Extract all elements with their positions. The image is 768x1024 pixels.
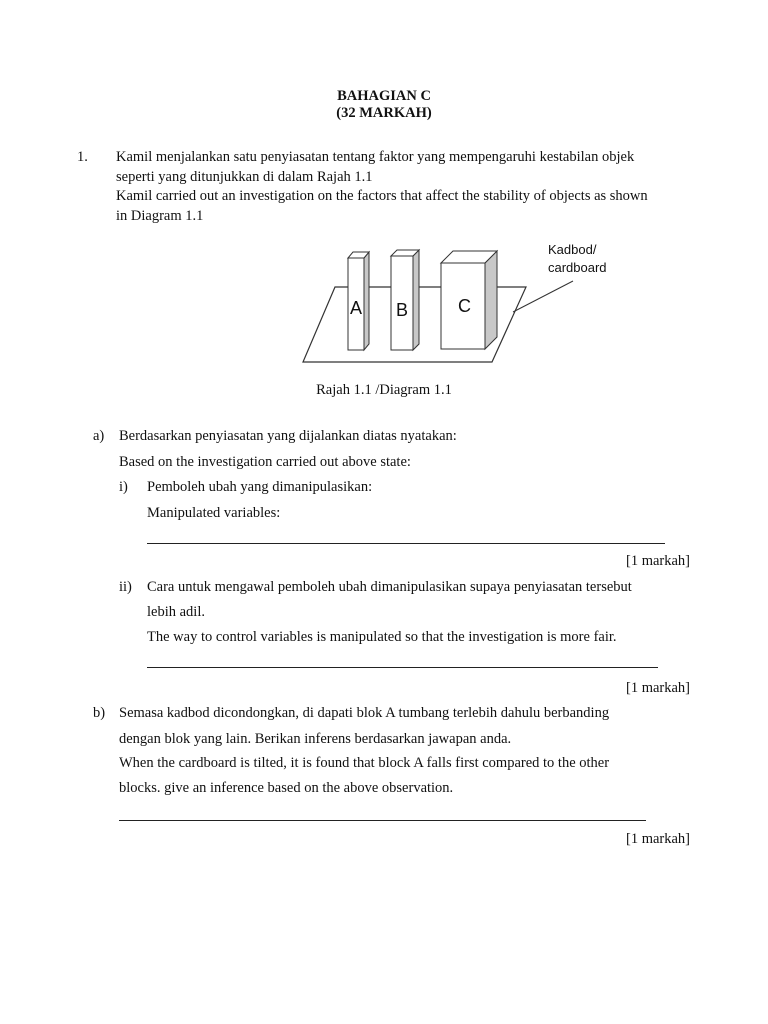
part-a-ii-malay-line-2: lebih adil.: [147, 604, 205, 620]
part-b-english-line-1: When the cardboard is tilted, it is found that block A falls first compared to the other: [119, 755, 610, 771]
part-a-label: a): [93, 428, 105, 444]
section-marks: (32 MARKAH): [336, 105, 432, 121]
part-b-label: b): [93, 705, 106, 721]
block-b-label: B: [396, 300, 409, 320]
cardboard-label-malay: Kadbod/: [548, 242, 597, 257]
section-title: BAHAGIAN C: [337, 88, 431, 104]
block-b-side: [413, 250, 419, 350]
part-a-i-malay: Pemboleh ubah yang dimanipulasikan:: [147, 479, 373, 495]
part-a-i-label: i): [119, 479, 128, 495]
intro-malay-line-1: Kamil menjalankan satu penyiasatan tentang faktor yang mempengaruhi kestabilan objek: [116, 149, 635, 165]
cardboard-label-english: cardboard: [548, 260, 607, 275]
part-a-malay: Berdasarkan penyiasatan yang dijalankan diatas nyatakan:: [119, 428, 457, 444]
part-a-english: Based on the investigation carried out above state:: [119, 454, 411, 470]
part-b-english-line-2: blocks. give an inference based on the above observation.: [119, 780, 454, 796]
part-a-ii-mark: [1 markah]: [625, 680, 690, 696]
intro-malay-line-2: seperti yang ditunjukkan di dalam Rajah 1.1: [116, 169, 373, 185]
question-number: 1.: [77, 149, 88, 165]
answer-line-a-ii[interactable]: [147, 667, 658, 668]
part-b-mark: [1 markah]: [625, 831, 690, 847]
part-a-i-mark: [1 markah]: [625, 553, 690, 569]
diagram-caption: Rajah 1.1 /Diagram 1.1: [316, 382, 452, 398]
block-c-side: [485, 251, 497, 349]
part-b-malay-line-2: dengan blok yang lain. Berikan inferens berdasarkan jawapan anda.: [119, 731, 512, 747]
block-a-side: [364, 252, 369, 350]
block-c-label: C: [458, 296, 471, 316]
block-a-label: A: [350, 298, 363, 318]
answer-line-a-i[interactable]: [147, 543, 665, 544]
part-b-malay-line-1: Semasa kadbod dicondongkan, di dapati blok A tumbang terlebih dahulu berbanding: [119, 705, 610, 721]
part-a-i-english: Manipulated variables:: [147, 505, 281, 521]
part-a-ii-malay-line-1: Cara untuk mengawal pemboleh ubah dimanipulasikan supaya penyiasatan tersebut: [147, 579, 632, 595]
intro-english-line-2: in Diagram 1.1: [116, 208, 204, 224]
part-a-ii-english: The way to control variables is manipulated so that the investigation is more fair.: [147, 629, 617, 645]
part-a-ii-label: ii): [119, 579, 132, 595]
answer-line-b[interactable]: [119, 820, 646, 821]
intro-english-line-1: Kamil carried out an investigation on the factors that affect the stability of objects as shown: [116, 188, 648, 204]
